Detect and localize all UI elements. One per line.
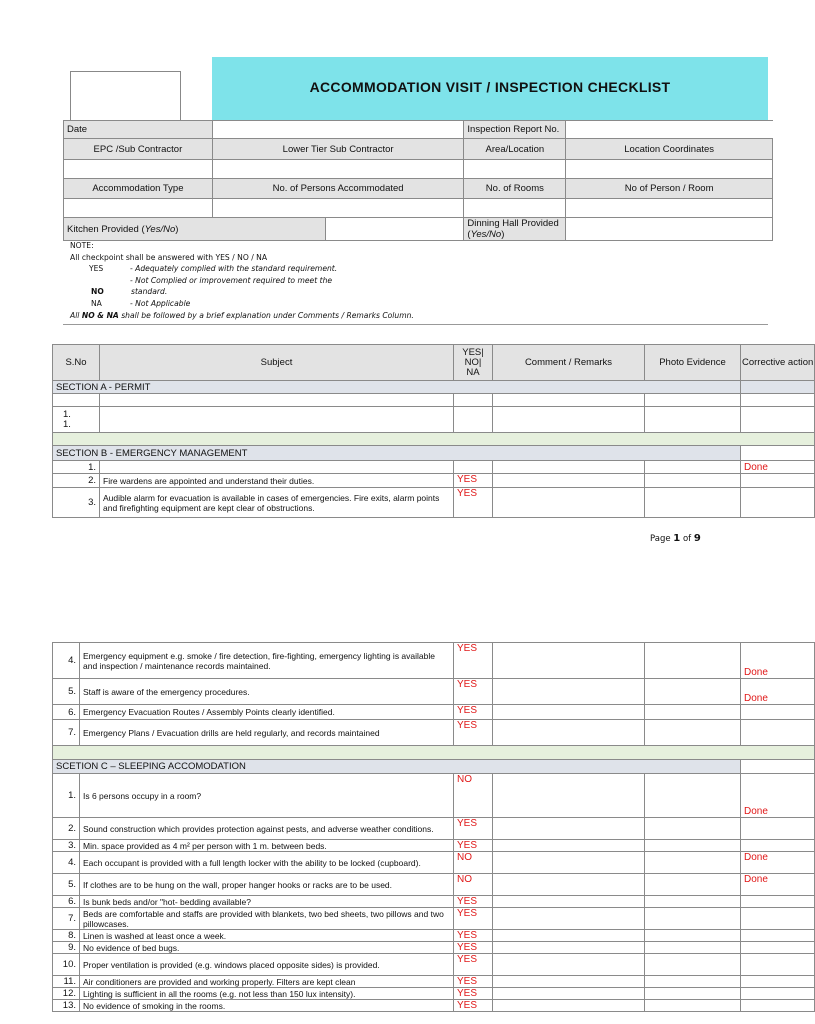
kitchen-provided-label: Kitchen Provided (Yes/No) [64, 218, 326, 241]
row-photo-evidence[interactable] [645, 705, 741, 720]
row-comment[interactable] [493, 488, 645, 518]
row-subject: Linen is washed at least once a week. [80, 930, 454, 942]
row-photo-evidence[interactable] [645, 908, 741, 930]
row-answer[interactable]: YES [454, 954, 493, 976]
row-subject: Sound construction which provides protection against pests, and adverse weather conditions. [80, 818, 454, 840]
row-sno: 11. [53, 976, 80, 988]
row-comment[interactable] [493, 840, 645, 852]
row-subject: If clothes are to be hung on the wall, proper hanger hooks or racks are to be used. [80, 874, 454, 896]
row-answer[interactable] [454, 461, 493, 474]
row-photo-evidence[interactable] [645, 679, 741, 705]
row-corrective-action[interactable] [741, 930, 815, 942]
note-no-desc-2: standard. [131, 287, 168, 297]
persons-per-room-field[interactable] [566, 199, 773, 218]
row-answer[interactable]: YES [454, 976, 493, 988]
col-photo-header: Photo Evidence [645, 345, 741, 381]
row-comment[interactable] [493, 679, 645, 705]
row-subject: No evidence of bed bugs. [80, 942, 454, 954]
row-sno: 3. [53, 488, 100, 518]
row-sno: 3. [53, 840, 80, 852]
row-comment[interactable] [493, 896, 645, 908]
section-c-heading: SCETION C – SLEEPING ACCOMODATION [53, 760, 741, 774]
row-comment[interactable] [493, 643, 645, 679]
table-row [53, 461, 815, 474]
logo-placeholder-box [70, 71, 181, 121]
row-answer[interactable]: YES [454, 896, 493, 908]
row-sno: 9. [53, 942, 80, 954]
lower-tier-label: Lower Tier Sub Contractor [212, 139, 464, 160]
row-corrective-action[interactable]: Done [741, 461, 815, 474]
col-comment-header: Comment / Remarks [493, 345, 645, 381]
note-label: NOTE: [70, 241, 94, 250]
note-na-desc: - Not Applicable [130, 298, 191, 308]
note-no-key: NO [91, 287, 104, 297]
row-subject: Proper ventilation is provided (e.g. windows placed opposite sides) is provided. [80, 954, 454, 976]
row-answer[interactable]: YES [454, 1000, 493, 1012]
table-row [53, 679, 815, 705]
col-subject-header: Subject [100, 345, 454, 381]
accommodation-type-label: Accommodation Type [64, 179, 213, 199]
col-sno-header: S.No [53, 345, 100, 381]
row-sno: 1. [53, 461, 100, 474]
row-photo-evidence[interactable] [645, 643, 741, 679]
note-yes-desc: - Adequately complied with the standard requirement. [130, 264, 338, 274]
table-row [53, 976, 815, 988]
table-row: 1. 1. [53, 407, 100, 433]
row-subject: Is 6 persons occupy in a room? [80, 774, 454, 818]
row-sno: 5. [53, 874, 80, 896]
rooms-label: No. of Rooms [464, 179, 566, 199]
row-subject: Emergency equipment e.g. smoke / fire detection, fire-fighting, emergency lighting is available and inspection / maintenance records maintained. [80, 643, 454, 679]
row-comment[interactable] [493, 852, 645, 874]
location-coordinates-field[interactable] [566, 160, 773, 179]
col-answer-header: YES| NO| NA [454, 345, 493, 381]
row-sno: 1. [53, 774, 80, 818]
row-subject: Audible alarm for evacuation is available in cases of emergencies. Fire exits, alarm points and firefighting equipment are kept clear of obstructions. [100, 488, 454, 518]
row-comment[interactable] [493, 461, 645, 474]
table-row [53, 720, 815, 746]
row-sno: 4. [53, 852, 80, 874]
row-comment[interactable] [493, 874, 645, 896]
row-subject: Min. space provided as 4 m² per person with 1 m. between beds. [80, 840, 454, 852]
location-coordinates-label: Location Coordinates [566, 139, 773, 160]
row-answer[interactable]: YES [454, 643, 493, 679]
table-row [53, 705, 815, 720]
row-comment[interactable] [493, 1000, 645, 1012]
notes-block [70, 240, 770, 321]
row-subject: Lighting is sufficient in all the rooms (e.g. not less than 150 lux intensity). [80, 988, 454, 1000]
table-row [53, 818, 815, 840]
table-row [53, 488, 815, 518]
row-corrective-action[interactable] [741, 942, 815, 954]
page-title: ACCOMMODATION VISIT / INSPECTION CHECKLIST [309, 79, 671, 95]
row-comment[interactable] [493, 474, 645, 488]
note-footer: All NO & NA shall be followed by a brief explanation under Comments / Remarks Column. [70, 310, 414, 320]
row-corrective-action[interactable] [741, 720, 815, 746]
notes-divider [63, 324, 768, 325]
row-photo-evidence[interactable] [645, 874, 741, 896]
row-sno: 5. [53, 679, 80, 705]
persons-per-room-label: No of Person / Room [566, 179, 773, 199]
row-answer[interactable]: YES [454, 679, 493, 705]
row-photo-evidence[interactable] [645, 954, 741, 976]
row-subject: Fire wardens are appointed and understand their duties. [100, 474, 454, 488]
row-answer[interactable]: YES [454, 720, 493, 746]
row-subject: Emergency Evacuation Routes / Assembly Points clearly identified. [80, 705, 454, 720]
row-answer[interactable]: YES [454, 840, 493, 852]
checklist-table-page-1 [52, 344, 815, 518]
row-subject: No evidence of smoking in the rooms. [80, 1000, 454, 1012]
table-row [53, 908, 815, 930]
row-subject: Each occupant is provided with a full length locker with the ability to be locked (cupboard). [80, 852, 454, 874]
row-corrective-action[interactable] [741, 1000, 815, 1012]
checklist-table-page-2 [52, 642, 815, 1012]
row-corrective-action[interactable] [741, 896, 815, 908]
row-photo-evidence[interactable] [645, 720, 741, 746]
row-answer[interactable]: YES [454, 908, 493, 930]
row-sno: 7. [53, 908, 80, 930]
row-answer[interactable]: YES [454, 474, 493, 488]
row-sno: 12. [53, 988, 80, 1000]
row-photo-evidence[interactable] [645, 942, 741, 954]
row-comment[interactable] [493, 988, 645, 1000]
row-comment[interactable] [493, 954, 645, 976]
note-line-1: All checkpoint shall be answered with YES / NO / NA [70, 252, 268, 262]
row-photo-evidence[interactable] [645, 988, 741, 1000]
row-corrective-action[interactable] [741, 988, 815, 1000]
row-corrective-action[interactable]: Done [741, 774, 815, 818]
row-corrective-action[interactable] [741, 705, 815, 720]
row-subject [100, 461, 454, 474]
row-photo-evidence[interactable] [645, 1000, 741, 1012]
row-sno: 2. [53, 474, 100, 488]
date-field[interactable] [212, 121, 464, 139]
epc-field[interactable] [64, 160, 213, 179]
area-location-label: Area/Location [464, 139, 566, 160]
table-row [53, 643, 815, 679]
row-corrective-action[interactable] [741, 818, 815, 840]
row-answer[interactable]: NO [454, 874, 493, 896]
date-label: Date [64, 121, 213, 139]
row-sno: 7. [53, 720, 80, 746]
col-corrective-header: Corrective action [741, 345, 815, 381]
table-row [53, 954, 815, 976]
row-comment[interactable] [493, 942, 645, 954]
section-b-heading: SECTION B - EMERGENCY MANAGEMENT [53, 446, 741, 461]
row-photo-evidence[interactable] [645, 488, 741, 518]
row-corrective-action[interactable] [741, 474, 815, 488]
row-corrective-action[interactable]: Done [741, 679, 815, 705]
title-banner [212, 57, 768, 120]
row-subject: Is bunk beds and/or "hot- bedding available? [80, 896, 454, 908]
row-comment[interactable] [493, 705, 645, 720]
row-answer[interactable]: NO [454, 774, 493, 818]
table-row [53, 874, 815, 896]
inspection-report-field[interactable] [566, 121, 773, 139]
row-corrective-action[interactable]: Done [741, 852, 815, 874]
row-subject: Staff is aware of the emergency procedures. [80, 679, 454, 705]
row-photo-evidence[interactable] [645, 852, 741, 874]
epc-label: EPC /Sub Contractor [64, 139, 213, 160]
kitchen-provided-field[interactable] [325, 218, 464, 241]
row-photo-evidence[interactable] [645, 474, 741, 488]
row-comment[interactable] [493, 774, 645, 818]
dining-hall-field[interactable] [566, 218, 773, 241]
row-answer[interactable]: YES [454, 988, 493, 1000]
note-no-desc-1: - Not Complied or improvement required to meet the [130, 275, 333, 285]
row-corrective-action[interactable] [741, 840, 815, 852]
row-corrective-action[interactable] [741, 976, 815, 988]
row-photo-evidence[interactable] [645, 976, 741, 988]
row-comment[interactable] [493, 720, 645, 746]
row-photo-evidence[interactable] [645, 930, 741, 942]
row-sno: 10. [53, 954, 80, 976]
row-sno: 8. [53, 930, 80, 942]
persons-accommodated-field[interactable] [212, 199, 464, 218]
row-sno: 2. [53, 818, 80, 840]
page-number: Page 1 of 9 [650, 533, 701, 544]
row-answer[interactable]: YES [454, 930, 493, 942]
accommodation-type-field[interactable] [64, 199, 213, 218]
rooms-field[interactable] [464, 199, 566, 218]
row-photo-evidence[interactable] [645, 840, 741, 852]
table-row [53, 988, 815, 1000]
row-answer[interactable]: YES [454, 942, 493, 954]
row-subject: Emergency Plans / Evacuation drills are held regularly, and records maintained [80, 720, 454, 746]
row-sno: 4. [53, 643, 80, 679]
table-row [53, 840, 815, 852]
row-sno: 6. [53, 896, 80, 908]
table-row [53, 930, 815, 942]
table-row [53, 774, 815, 818]
info-table [63, 120, 773, 241]
inspection-report-label: Inspection Report No. [464, 121, 566, 139]
note-na-key: NA [91, 298, 102, 308]
row-subject: Air conditioners are provided and working properly. Filters are kept clean [80, 976, 454, 988]
row-sno: 6. [53, 705, 80, 720]
persons-accommodated-label: No. of Persons Accommodated [212, 179, 464, 199]
dining-hall-label: Dinning Hall Provided (Yes/No) [464, 218, 566, 241]
row-comment[interactable] [493, 930, 645, 942]
row-photo-evidence[interactable] [645, 818, 741, 840]
area-location-field[interactable] [464, 160, 566, 179]
table-row [53, 1000, 815, 1012]
row-corrective-action[interactable] [741, 954, 815, 976]
row-subject: Beds are comfortable and staffs are provided with blankets, two bed sheets, two pillows and two pillowcases. [80, 908, 454, 930]
row-corrective-action[interactable]: Done [741, 874, 815, 896]
row-answer[interactable]: NO [454, 852, 493, 874]
row-sno: 13. [53, 1000, 80, 1012]
table-row [53, 896, 815, 908]
row-comment[interactable] [493, 908, 645, 930]
row-corrective-action[interactable]: Done [741, 643, 815, 679]
table-row [53, 942, 815, 954]
lower-tier-field[interactable] [212, 160, 464, 179]
row-comment[interactable] [493, 976, 645, 988]
row-corrective-action[interactable] [741, 488, 815, 518]
row-photo-evidence[interactable] [645, 774, 741, 818]
row-answer[interactable]: YES [454, 488, 493, 518]
row-corrective-action[interactable] [741, 908, 815, 930]
section-a-heading: SECTION A - PERMIT [53, 381, 741, 394]
row-comment[interactable] [493, 818, 645, 840]
row-photo-evidence[interactable] [645, 461, 741, 474]
row-answer[interactable]: YES [454, 818, 493, 840]
table-row [53, 474, 815, 488]
row-photo-evidence[interactable] [645, 896, 741, 908]
row-answer[interactable]: YES [454, 705, 493, 720]
table-row [53, 852, 815, 874]
note-yes-key: YES [89, 264, 104, 274]
